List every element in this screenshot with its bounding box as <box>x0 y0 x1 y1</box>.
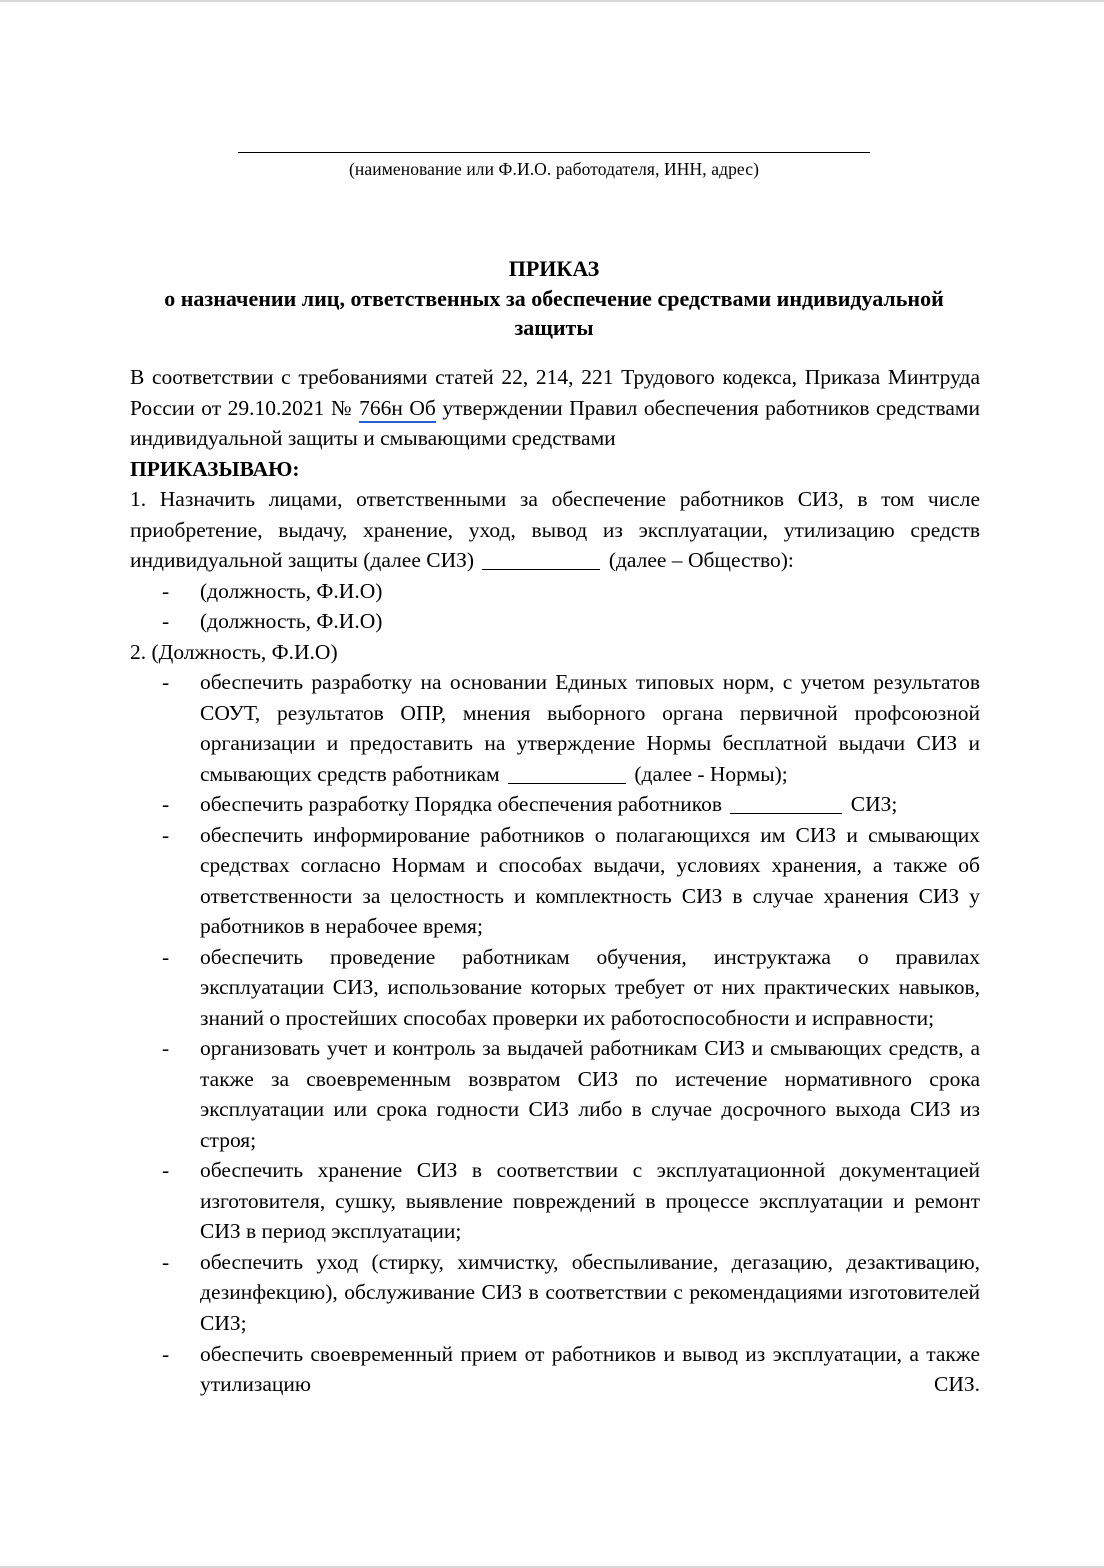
title-main: ПРИКАЗ <box>508 256 600 281</box>
title-subtitle: о назначении лиц, ответственных за обеспечение средствами индивидуальной защиты <box>164 285 944 341</box>
employer-header-block <box>238 152 870 181</box>
intro-reference-link[interactable]: 766н Об <box>359 396 436 423</box>
duty-text-part1: обеспечить разработку Порядка обеспечения работников <box>200 792 728 817</box>
intro-text-part1: В соответствии с требованиями статей 22, 214, 221 Трудового кодекса, Приказа Минтруда России от 29.10.2021 № <box>130 365 980 420</box>
item-1-paragraph <box>130 484 980 576</box>
list-item: - (должность, Ф.И.О) <box>130 606 980 637</box>
list-item <box>130 667 980 789</box>
list-item: - организовать учет и контроль за выдачей работникам СИЗ и смывающих средств, а также за своевременным возвратом СИЗ по истечение нормативного срока эксплуатации или срока годности СИЗ либо в случае досрочного выхода СИЗ из строя; <box>130 1033 980 1155</box>
duty-text-part2: (далее - Нормы); <box>628 761 788 786</box>
appointees-list <box>130 576 980 637</box>
duties-list <box>130 667 980 1430</box>
duty-blank-field[interactable] <box>730 813 842 814</box>
document-body <box>130 362 980 1430</box>
intro-paragraph <box>130 362 980 454</box>
list-item: - обеспечить уход (стирку, химчистку, обеспыливание, дегазацию, дезактивацию, дезинфекцию), обслуживание СИЗ в соответствии с рекомендациями изготовителей СИЗ; <box>130 1247 980 1339</box>
intro-text-part2: утверждении Правил обеспечения работников средствами индивидуальной защиты и смывающими средствами <box>130 395 980 451</box>
duty-blank-field[interactable] <box>508 783 626 784</box>
list-item: - обеспечить хранение СИЗ в соответствии с эксплуатационной документацией изготовителя, сушку, выявление повреждений в процессе эксплуатации и ремонт СИЗ в период эксплуатации; <box>130 1155 980 1247</box>
list-item: - (должность, Ф.И.О) <box>130 576 980 607</box>
item-2-paragraph: 2. (Должность, Ф.И.О) <box>130 639 338 664</box>
employer-caption: (наименование или Ф.И.О. работодателя, ИНН, адрес) <box>348 159 760 179</box>
item-1-text-part1: 1. Назначить лицами, ответственными за обеспечение работников СИЗ, в том числе приобретение, выдачу, хранение, уход, вывод из эксплуатации, утилизацию средств индивидуальной защиты (далее СИЗ) <box>130 487 980 573</box>
list-item: - обеспечить информирование работников о полагающихся им СИЗ и смывающих средствах согласно Нормам и способах выдачи, условиях хранения, а также об ответственности за целостность и комплектность СИЗ в случае хранения СИЗ у работников в нерабочее время; <box>130 820 980 942</box>
list-item: - обеспечить своевременный прием от работников и вывод из эксплуатации, а также утилизацию СИЗ. <box>130 1339 980 1431</box>
list-item: - обеспечить проведение работникам обучения, инструктажа о правилах эксплуатации СИЗ, использование которых требует от них практических навыков, знаний о простейших способах проверки их работоспособности и исправности; <box>130 942 980 1034</box>
command-heading: ПРИКАЗЫВАЮ: <box>130 456 300 481</box>
page-title <box>130 254 978 343</box>
list-item <box>130 789 980 820</box>
item-1-text-part2: (далее – Общество): <box>603 548 794 573</box>
item-1-blank-field[interactable] <box>482 569 600 570</box>
duty-text-part1: обеспечить разработку на основании Единых типовых норм, с учетом результатов СОУТ, результатов ОПР, мнения выборного органа первичной профсоюзной организации и предоставить на утверждение Нормы бесплатной выдачи СИЗ и смывающих средств работникам <box>200 670 980 786</box>
duty-text-part2: СИЗ; <box>845 792 898 817</box>
